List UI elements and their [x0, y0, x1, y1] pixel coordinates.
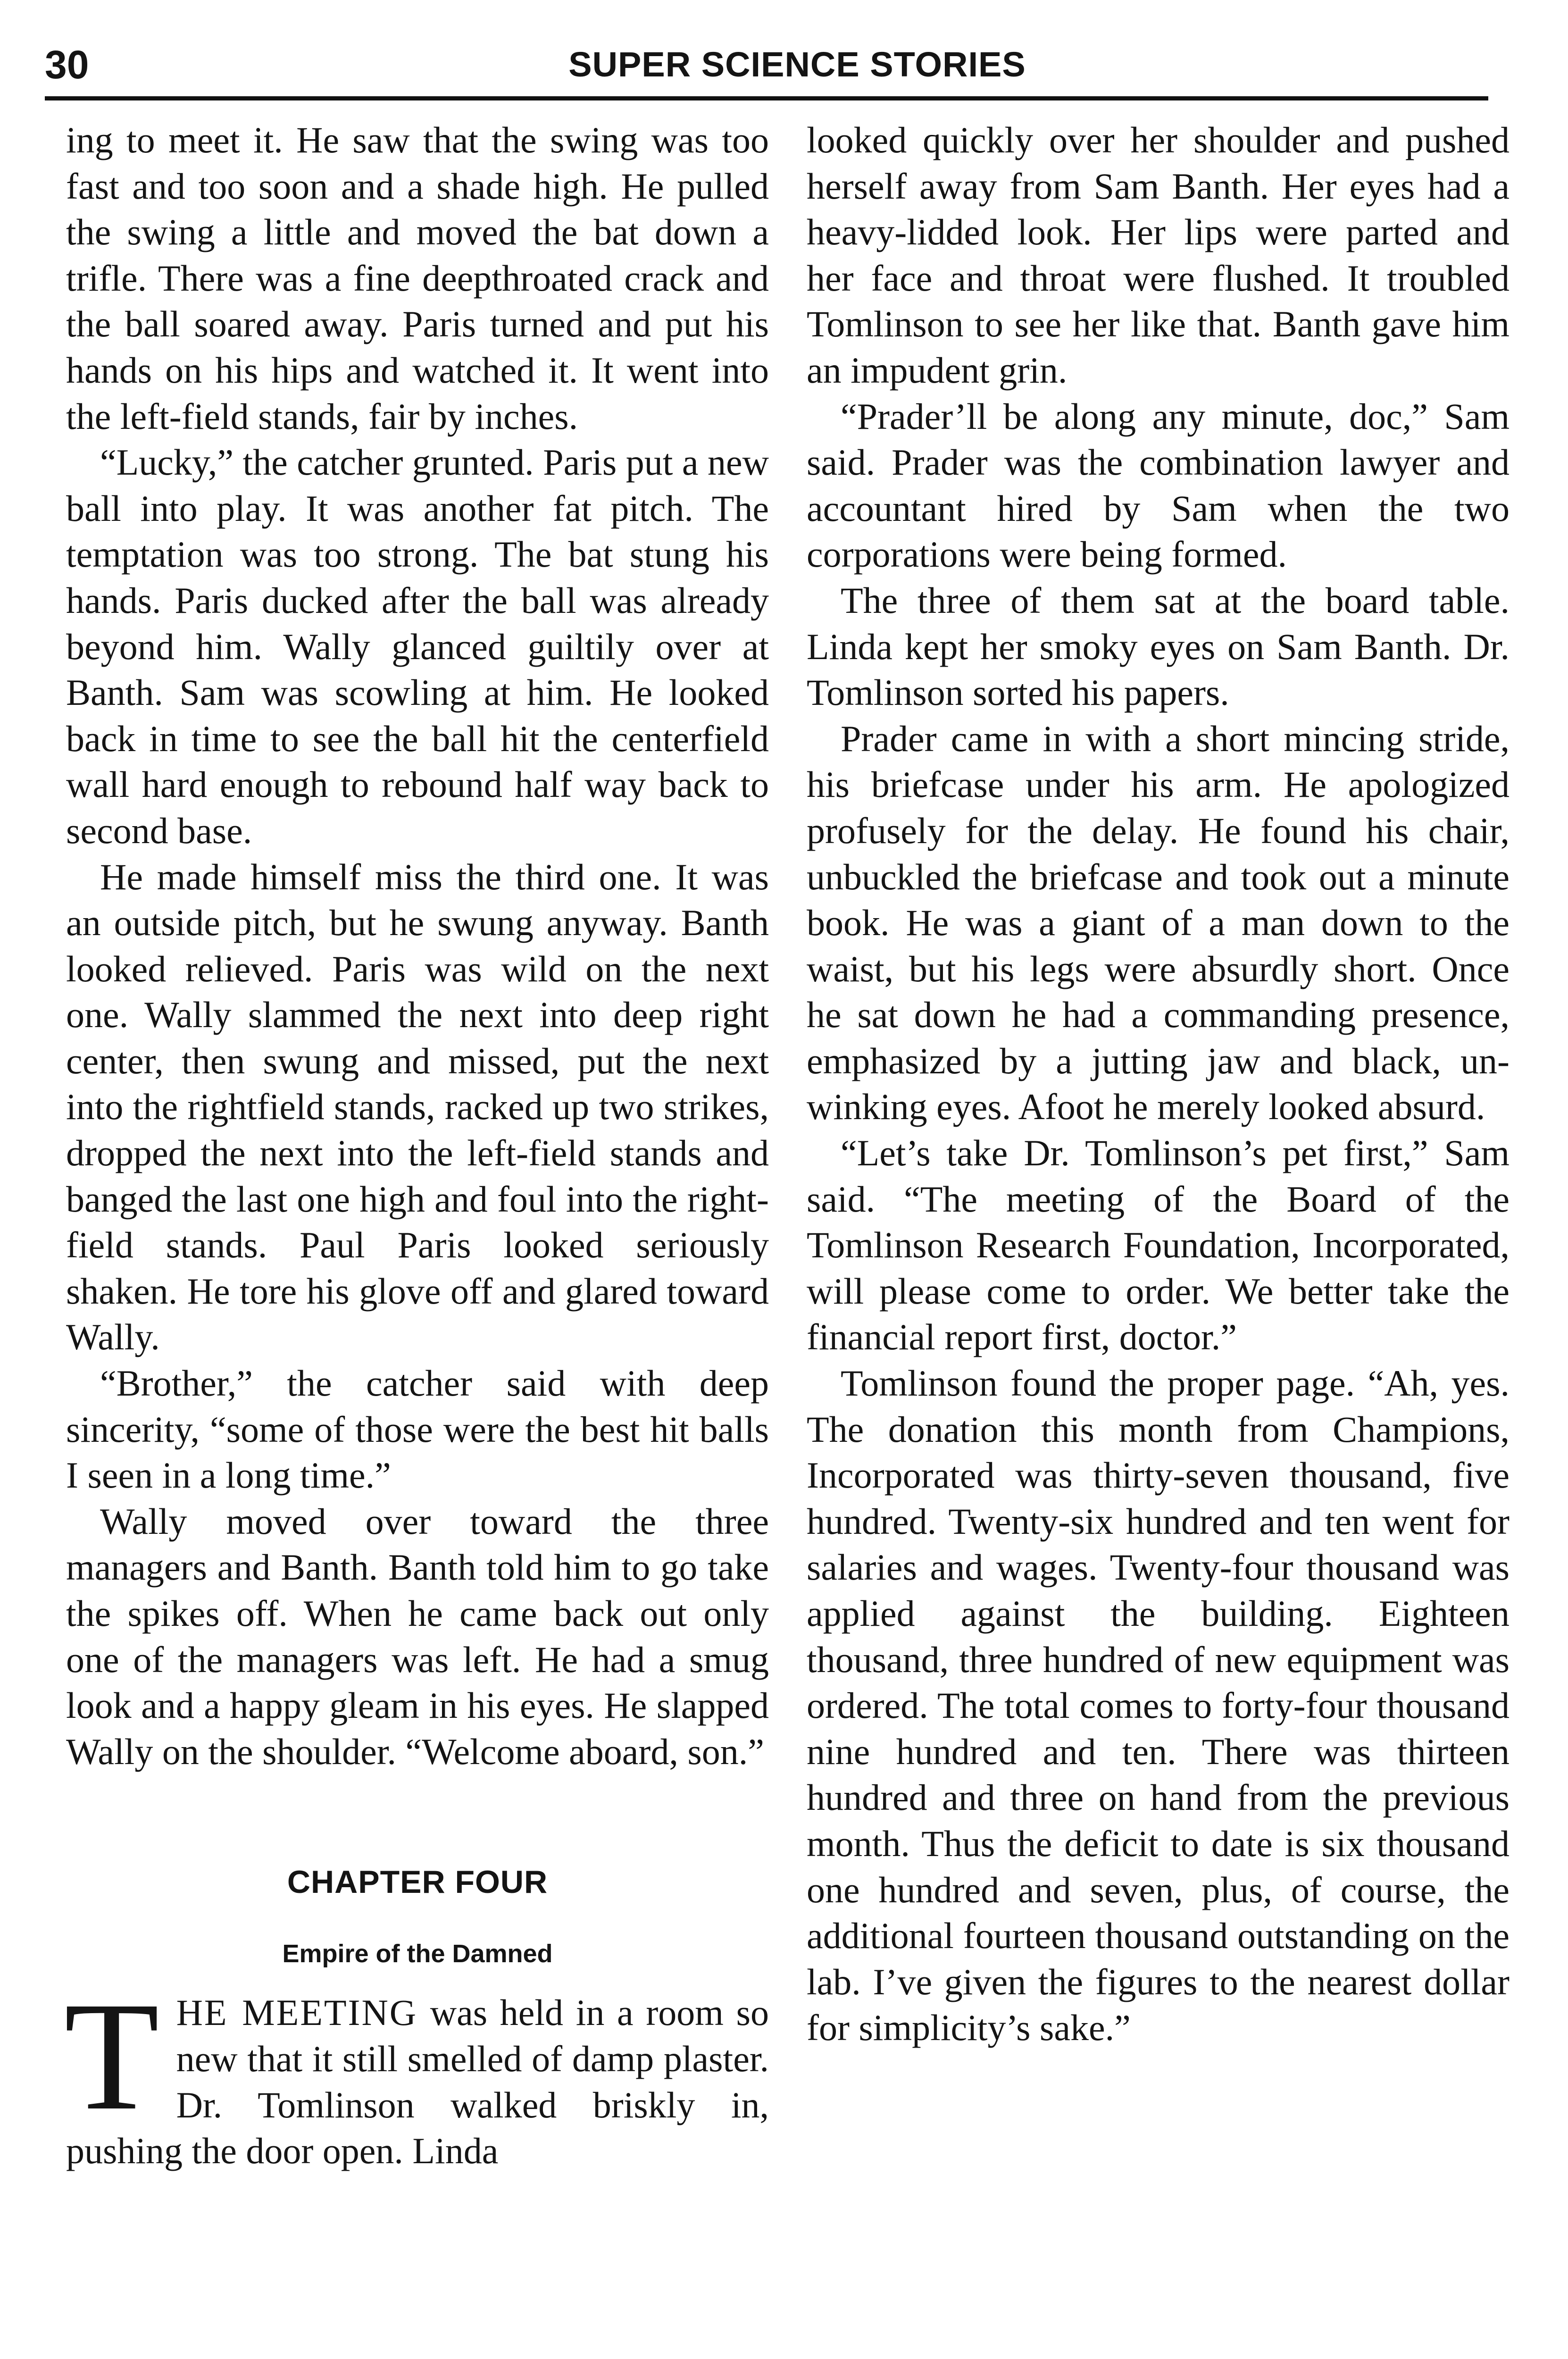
opening-text: was held in a room so new that it still smelled of damp plaster. Dr. Tomlinson walked briskly in, pushing the door open. Linda: [66, 1992, 769, 2172]
running-head: SUPER SCIENCE STORIES: [568, 45, 1026, 84]
paragraph: Tomlinson found the proper page. “Ah, yes. The donation this month from Champions, Incorporated was thirty-seven thousand, five hundred. Twenty-six hundred and ten went for salaries and wages. Twenty-four thousand was applied against the building. Eighteen thousand, three hundred of new equipment was ordered. The total comes to forty-four thousand nine hundred and ten. There was thirteen hundred and three on hand from the previous month. Thus the deficit to date is six thousand one hundred and seven, plus, of course, the additional fourteen thousand outstanding on the lab. I’ve given the figures to the nearest dollar for simplicity’s sake.”: [807, 1363, 1510, 2049]
paragraph: “Prader’ll be along any minute, doc,” Sam said. Prader was the combination lawyer and accountant hired by Sam when the two corporations were being formed.: [807, 395, 1510, 575]
left-column: [66, 117, 769, 2174]
right-column: [807, 117, 1510, 2051]
drop-cap: T: [64, 1970, 159, 2143]
header-rule: [45, 96, 1488, 100]
opening-small-caps: HE MEETING: [176, 1992, 418, 2033]
paragraph: “Brother,” the catcher said with deep sincerity, “some of those were the best hit balls I seen in a long time.”: [66, 1363, 769, 1496]
chapter-opening-paragraph: [64, 1970, 769, 2174]
paragraph: “Let’s take Dr. Tomlinson’s pet first,” Sam said. “The meeting of the Board of the Tomlinson Research Foundation, Incorporated, will please come to order. We better take the financial report first, doctor.”: [807, 1132, 1510, 1358]
page-number: 30: [45, 42, 89, 87]
paragraph: Wally moved over toward the three managers and Banth. Banth told him to go take the spikes off. When he came back out only one of the managers was left. He had a smug look and a happy gleam in his eyes. He slapped Wally on the shoulder. “Welcome aboard, son.”: [66, 1500, 769, 1772]
paragraph: He made himself miss the third one. It was an outside pitch, but he swung anyway. Banth looked relieved. Paris was wild on the next one. Wally slammed the next into deep right center, then swung and missed, put the next into the rightfield stands, racked up two strikes, dropped the next into the left-field stands and banged the last one high and foul into the right-field stands. Paul Paris looked seriously shaken. He tore his glove off and glared toward Wally.: [66, 856, 769, 1358]
paragraph: looked quickly over her shoulder and pushed herself away from Sam Banth. Her eyes had a heavy-lidded look. Her lips were parted and her face and throat were flushed. It troubled Tomlinson to see her like that. Banth gave him an impudent grin.: [807, 119, 1510, 391]
chapter-subtitle: Empire of the Damned: [282, 1940, 553, 1968]
chapter-title: CHAPTER FOUR: [287, 1864, 548, 1900]
paragraph: “Lucky,” the catcher grunted. Paris put a new ball into play. It was another fat pitch. The temptation was too strong. The bat stung his hands. Paris ducked after the ball was already beyond him. Wally glanced guiltily over at Banth. Sam was scowling at him. He looked back in time to see the ball hit the centerfield wall hard enough to rebound half way back to second base.: [66, 442, 769, 851]
paragraph: Prader came in with a short mincing stride, his briefcase under his arm. He apologized profusely for the delay. He found his chair, unbuckled the briefcase and took out a minute book. He was a giant of a man down to the waist, but his legs were absurdly short. Once he sat down he had a commanding presence, emphasized by a jutting jaw and black, unwinking eyes. Afoot he merely looked absurd.: [807, 718, 1510, 1128]
paragraph: The three of them sat at the board table. Linda kept her smoky eyes on Sam Banth. Dr. Tomlinson sorted his papers.: [807, 579, 1510, 713]
paragraph: ing to meet it. He saw that the swing was too fast and too soon and a shade high. He pulled the swing a little and moved the bat down a trifle. There was a fine deepthroated crack and the ball soared away. Paris turned and put his hands on his hips and watched it. It went into the left-field stands, fair by inches.: [66, 119, 769, 437]
